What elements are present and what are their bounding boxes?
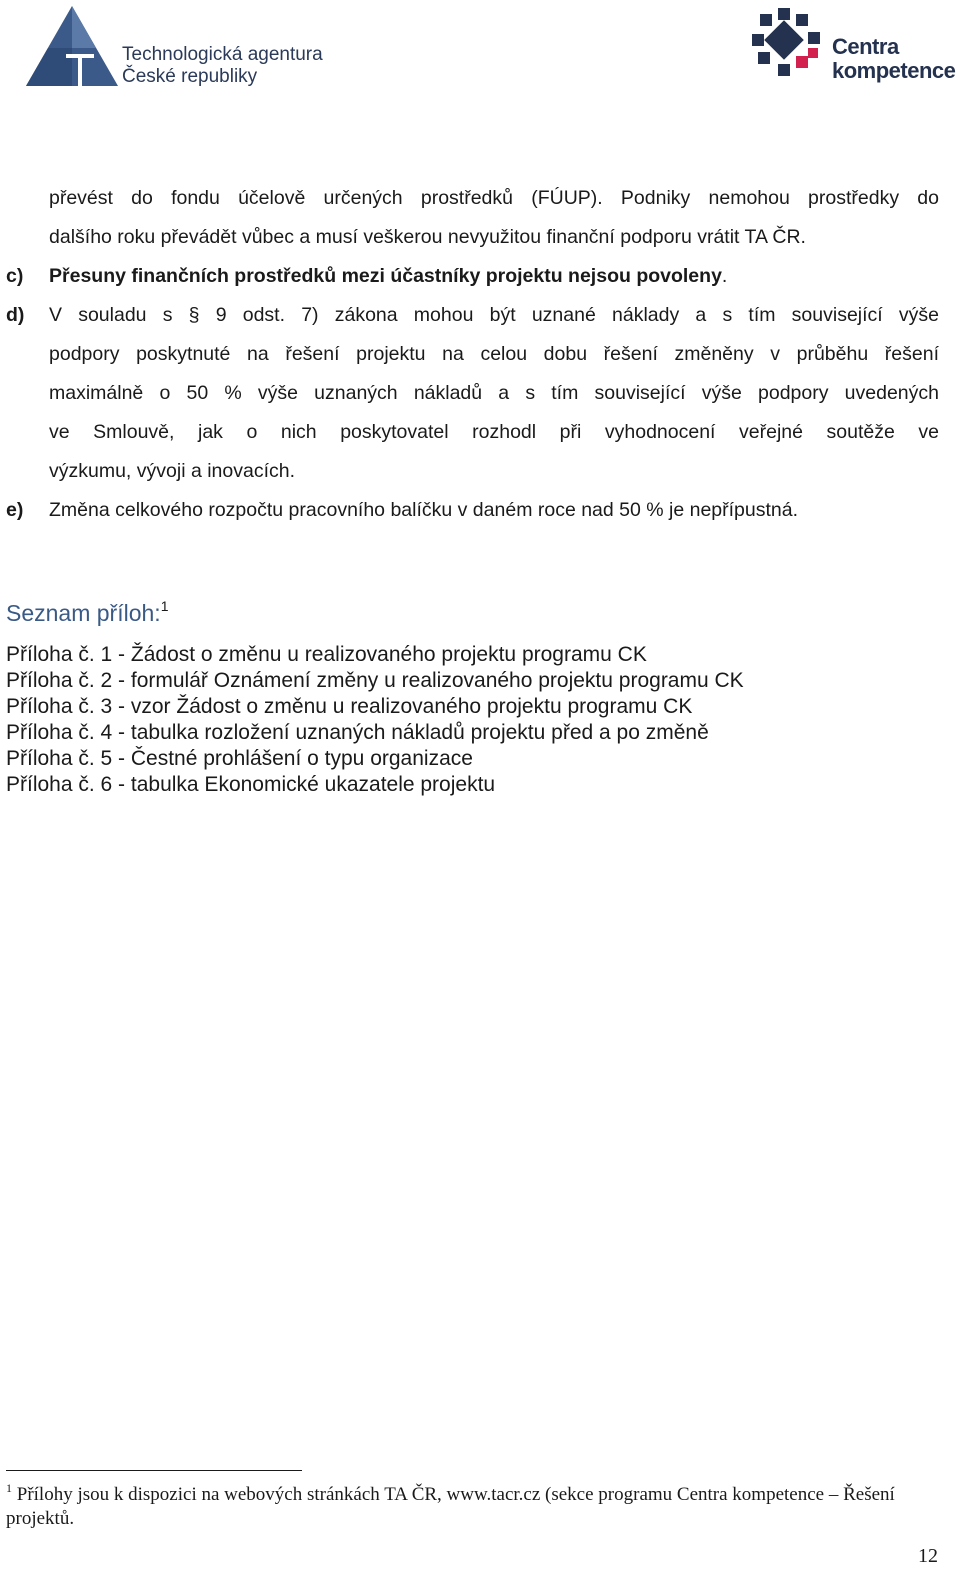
centra-kompetence-logo bbox=[752, 8, 956, 88]
page-header bbox=[0, 0, 960, 100]
item-c-tail: . bbox=[721, 265, 728, 287]
attachments-list bbox=[6, 642, 744, 798]
footnote-reference[interactable]: 1 bbox=[160, 598, 169, 614]
footnote-text: Přílohy jsou k dispozici na webových stránkách TA ČR, www.tacr.cz (sekce programu Centra kompetence – Řešení projektů. bbox=[6, 1484, 895, 1529]
item-d-line-3: maximálně o 50 % výše uznaných nákladů a s tím související výše podpory uvedených bbox=[49, 382, 939, 404]
ta-cr-logo-mark bbox=[26, 6, 118, 90]
item-d-line-4: ve Smlouvě, jak o nich poskytovatel rozhodl při vyhodnocení veřejné soutěže ve bbox=[49, 421, 939, 443]
ta-logo-line1: Technologická agentura bbox=[122, 44, 323, 65]
attachment-item: Příloha č. 5 - Čestné prohlášení o typu organizace bbox=[6, 747, 473, 770]
item-d-line-5: výzkumu, vývoji a inovacích. bbox=[49, 460, 296, 482]
ck-logo-mark bbox=[752, 8, 824, 80]
item-c-marker: c) bbox=[6, 265, 24, 287]
item-d-line-1: V souladu s § 9 odst. 7) zákona mohou být uznané náklady a s tím související výše bbox=[49, 304, 939, 326]
ta-cr-logo bbox=[26, 6, 326, 90]
footnote-number: 1 bbox=[6, 1481, 12, 1495]
page-number: 12 bbox=[918, 1545, 938, 1567]
attachment-item: Příloha č. 3 - vzor Žádost o změnu u realizovaného projektu programu CK bbox=[6, 695, 693, 718]
item-c-bold-text: Přesuny finančních prostředků mezi účastníky projektu nejsou povoleny bbox=[49, 265, 722, 287]
attachments-heading-text: Seznam příloh: bbox=[6, 600, 161, 626]
attachment-item: Příloha č. 2 - formulář Oznámení změny u realizovaného projektu programu CK bbox=[6, 669, 744, 692]
attachments-heading bbox=[6, 598, 169, 627]
continuation-line-1: převést do fondu účelově určených prostředků (FÚUP). Podniky nemohou prostředky do bbox=[49, 187, 939, 209]
attachment-item: Příloha č. 6 - tabulka Ekonomické ukazatele projektu bbox=[6, 773, 496, 796]
item-e-text: Změna celkového rozpočtu pracovního balíčku v daném roce nad 50 % je nepřípustná. bbox=[49, 499, 799, 521]
item-d-marker: d) bbox=[6, 304, 25, 326]
item-d-line-2: podpory poskytnuté na řešení projektu na celou dobu řešení změněny v průběhu řešení bbox=[49, 343, 939, 365]
item-e-marker: e) bbox=[6, 499, 24, 521]
footnote bbox=[6, 1476, 916, 1531]
item-c-text bbox=[49, 257, 727, 296]
attachment-item: Příloha č. 4 - tabulka rozložení uznaných nákladů projektu před a po změně bbox=[6, 721, 709, 744]
continuation-line-2: dalšího roku převádět vůbec a musí veškerou nevyužitou finanční podporu vrátit TA ČR. bbox=[49, 226, 806, 248]
ta-logo-line2: České republiky bbox=[122, 66, 258, 87]
footnote-separator bbox=[6, 1470, 302, 1471]
ck-logo-line2: kompetence bbox=[832, 58, 956, 83]
attachment-item: Příloha č. 1 - Žádost o změnu u realizovaného projektu programu CK bbox=[6, 643, 647, 666]
ck-logo-line1: Centra bbox=[832, 34, 899, 59]
